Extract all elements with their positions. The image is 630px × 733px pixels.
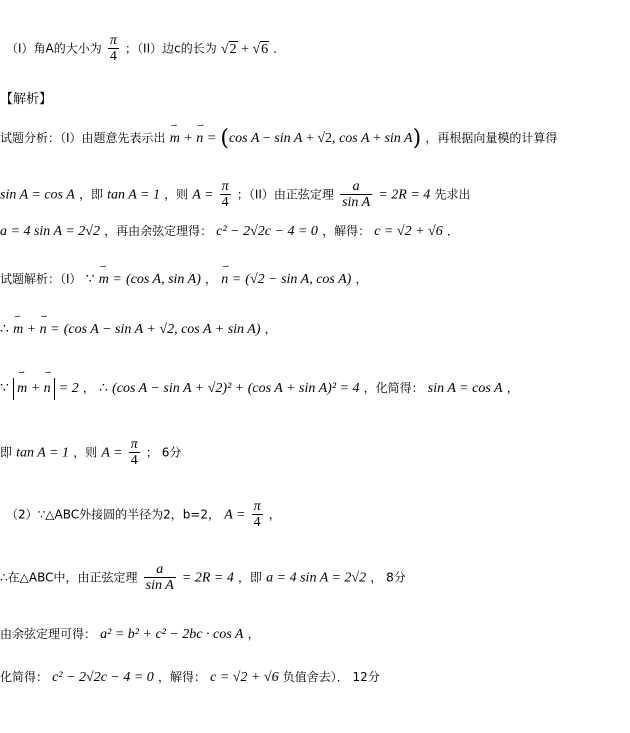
analysis-mid-5: ，再由余弦定理得： xyxy=(104,224,213,238)
vector-norm: m ⇀ + n ⇀ xyxy=(13,378,55,400)
solution-line-6 xyxy=(0,563,406,593)
analysis-line-3 xyxy=(0,222,459,240)
comma: ， xyxy=(355,272,368,286)
cosine-law-eq: a² = b² + c² − 2bc · cos A xyxy=(100,627,244,642)
fraction-a-over-sinA: $\frac{a}{\text{sin A}}$ xyxy=(342,179,371,210)
solution-line-8 xyxy=(0,668,380,686)
sum-vector-value: (cos A − sin A + √2, cos A + sin A) xyxy=(63,322,261,337)
analysis-mid-1: ，即 xyxy=(78,187,103,202)
analysis-mid-3: ；（II）由正弦定理 xyxy=(236,187,334,202)
a-value: a = 4 sin A = 2√2 xyxy=(0,224,100,239)
score-8: ， 8分 xyxy=(370,570,406,585)
square-sum-eq: (cos A − sin A + √2)² + (cos A + sin A)² = 4 xyxy=(112,381,360,396)
vector-sum-2: m ⇀ + n ⇀ = xyxy=(13,312,60,337)
A-eq-2: A = xyxy=(101,445,123,461)
c-value: √2 + √6 xyxy=(220,41,269,57)
answer-end: ． xyxy=(273,41,286,56)
fraction-pi-over-4: $\frac{\pi}{4}$ xyxy=(130,437,138,468)
part2-text: （2）∵△ABC外接圆的半径为2，b=2， xyxy=(6,507,221,522)
ji-text: ，即 xyxy=(238,570,263,585)
because-symbol: ∵ xyxy=(0,381,9,396)
comma: ， xyxy=(247,627,260,641)
analysis-label: 试题分析：（I）由题意先表示出 xyxy=(0,131,166,145)
eq-sin-cos: sin A = cos A xyxy=(0,187,75,203)
fraction-a-over-sinA: $\frac{a}{\text{sin A}}$ xyxy=(145,562,174,593)
score-6: ； 6分 xyxy=(145,445,182,460)
quadratic: c² − 2√2c − 4 = 0 xyxy=(216,224,318,239)
analysis-mid-4: 先求出 xyxy=(434,187,471,202)
answer-part1: （I）角A的大小为 xyxy=(6,41,102,56)
solution-line-4 xyxy=(0,438,181,468)
fraction-pi-over-4: $\frac{\pi}{4}$ xyxy=(253,499,261,530)
solution-line-1 xyxy=(0,262,368,288)
comma: ， xyxy=(268,507,281,522)
comma: ， xyxy=(205,272,218,286)
solution-line-3 xyxy=(0,368,519,400)
eq-sin-cos-2: sin A = cos A xyxy=(427,381,503,396)
quadratic-2: c² − 2√2c − 4 = 0 xyxy=(52,670,154,685)
solution-line-7 xyxy=(0,625,260,643)
c-eq: c = √2 + √6 xyxy=(374,224,443,239)
A-eq-3: A = xyxy=(224,507,246,523)
analysis-end: ． xyxy=(446,224,459,238)
answer-line xyxy=(6,34,285,64)
analysis-mid-6: ，解得： xyxy=(322,224,371,238)
m-vector-value: (cos A, sin A) xyxy=(125,272,201,287)
solution-line-5 xyxy=(6,500,281,530)
cos-law-text: 由余弦定理可得： xyxy=(0,627,97,641)
n-vector-value: (√2 − sin A, cos A) xyxy=(245,272,352,287)
m-vector-def: m ⇀ = xyxy=(98,262,122,287)
in-triangle-text: ∴在△ABC中，由正弦定理 xyxy=(0,570,138,585)
comma: ， xyxy=(82,381,95,395)
vector-sum: m ⇀ + n ⇀ = xyxy=(169,121,217,146)
jiexi-heading: 【解析】 xyxy=(0,92,53,107)
comma: ， xyxy=(506,381,519,395)
simplify2-text: 化简得： xyxy=(0,670,49,684)
therefore-symbol: ∴ xyxy=(0,322,9,337)
because-symbol: ∵ xyxy=(85,272,95,287)
a-value-2: a = 4 sin A = 2√2 xyxy=(266,570,367,586)
n-vector-def: n ⇀ = xyxy=(221,262,242,287)
eq-tan: tan A = 1 xyxy=(107,187,160,203)
solution-label: 试题解析：（Ⅰ） xyxy=(0,272,82,286)
analysis-line-1: 试题分析：（I）由题意先表示出 m ⇀ + n ⇀ = (cos A − sin A + √2, cos A + sin A) ，再根据向量模的计算得 xyxy=(0,121,558,151)
comma: ， xyxy=(264,322,277,336)
sum-vector-body: cos A − sin A + √2, cos A + sin A xyxy=(228,131,413,146)
answer-sep: ；（II）边c的长为 xyxy=(125,41,217,56)
eq-tan-2: tan A = 1 xyxy=(16,445,70,461)
then-text: ，则 xyxy=(73,445,98,460)
simplify-text: ，化简得： xyxy=(363,381,424,395)
solve-text: ，解得： xyxy=(157,670,206,684)
so-text: 即 xyxy=(0,445,13,460)
eq-2R-2: = 2R = 4 xyxy=(181,570,234,586)
eq-2R: = 2R = 4 xyxy=(378,187,431,203)
norm-eq: = 2 xyxy=(58,381,79,396)
analysis-line-2 xyxy=(0,180,470,210)
therefore-symbol: ∴ xyxy=(99,381,108,396)
analysis-mid-2: ，则 xyxy=(164,187,189,202)
solution-line-2 xyxy=(0,312,277,338)
c-eq-2: c = √2 + √6 xyxy=(210,670,279,685)
discard-text: 负值舍去）． 12分 xyxy=(282,670,380,684)
fraction-pi-over-4: $\frac{\pi}{4}$ xyxy=(221,179,229,210)
A-eq: A = xyxy=(192,187,214,203)
fraction-pi-over-4: $\frac{\pi}{4}$ xyxy=(109,33,117,64)
analysis-tail: ，再根据向量模的计算得 xyxy=(425,131,558,145)
